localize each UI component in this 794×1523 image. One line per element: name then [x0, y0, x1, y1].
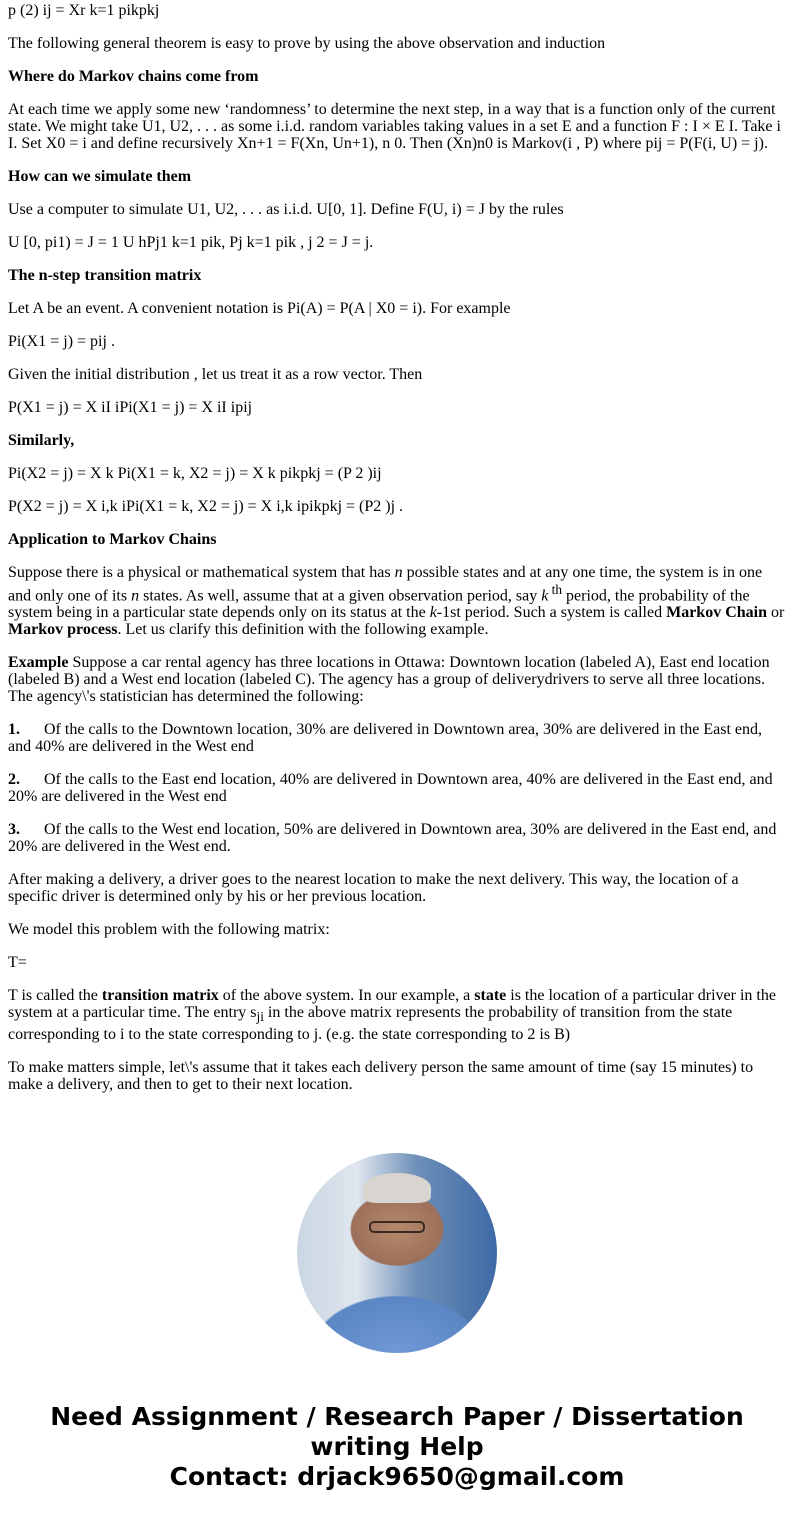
text-segment: state: [474, 987, 507, 1005]
text-segment: At each time we apply some new ‘randomness’ to determine the next step, in a way that is a function only of the current state. We might take U1, U2, . . . as some i.i.d. random variables taking values in a set E and a function F : I × E I. Take i I. Set X0 = i and define recursively Xn+1 = F(Xn, Un+1), n 0. Then (Xn)n0 is Markov(i , P) where pij = P(F(i, U) = j).: [8, 101, 781, 152]
paragraph: [8, 771, 786, 805]
paragraph: [8, 921, 786, 938]
paragraph: [8, 654, 786, 705]
paragraph: [8, 498, 786, 515]
footer-promo: [0, 1402, 794, 1492]
text-segment: To make matters simple, let\'s assume that it takes each delivery person the same amount of time (say 15 minutes) to make a delivery, and then to get to their next location.: [8, 1058, 754, 1093]
paragraph: [8, 333, 786, 350]
text-segment: Use a computer to simulate U1, U2, . . . as i.i.d. U[0, 1]. Define F(U, i) = J by the rules: [8, 201, 564, 218]
text-segment: How can we simulate them: [8, 168, 192, 185]
text-segment: k: [429, 604, 437, 622]
text-segment: k: [541, 587, 549, 605]
text-segment: states. As well, assume that at a given observation period, say: [139, 587, 542, 605]
text-segment: period, the probability of the system being in a particular state depends only on its status at the: [8, 587, 750, 622]
photo-glasses: [369, 1221, 425, 1233]
author-photo: [297, 1153, 497, 1353]
text-segment: P(X1 = j) = X iI iPi(X1 = j) = X iI ipij: [8, 399, 253, 416]
paragraph: [8, 267, 786, 284]
footer-help-text: Need Assignment / Research Paper / Dissertation writing Help: [50, 1402, 744, 1461]
text-segment: or: [767, 604, 785, 622]
text-segment: is the location of a particular driver in the system at a particular time. The entry s: [8, 987, 776, 1022]
text-segment: We model this problem with the following matrix:: [8, 921, 330, 939]
paragraph: [8, 68, 786, 85]
paragraph: [8, 954, 786, 971]
paragraph: [8, 300, 786, 317]
paragraph: [8, 564, 786, 638]
text-segment: n: [394, 564, 403, 581]
text-segment: Markov process: [8, 621, 118, 639]
text-segment: Let A be an event. A convenient notation is Pi(A) = P(A | X0 = i). For example: [8, 300, 511, 317]
paragraph: [8, 168, 786, 185]
paragraph: [8, 432, 786, 449]
paragraph: [8, 101, 786, 152]
text-segment: p (2) ij = Xr k=1 pikpkj: [8, 2, 160, 19]
text-segment: U [0, pi1) = J = 1 U hPj1 k=1 pik, Pj k=1 pik , j 2 = J = j.: [8, 234, 374, 251]
text-segment: . Let us clarify this definition with the following example.: [117, 621, 489, 639]
list-number: 2.: [8, 771, 20, 789]
text-segment: T is called the: [8, 987, 102, 1005]
text-segment: Suppose a car rental agency has three locations in Ottawa: Downtown location (labeled A), East end location (labeled B) and a West end location (labeled C). The agency has a group of deliverydrivers to serve all three locations. The agency\'s statistician has determined the following:: [8, 654, 770, 706]
paragraph: [8, 1059, 786, 1093]
photo-hair: [363, 1173, 431, 1203]
text-segment: th: [548, 582, 563, 597]
text-segment: in the above matrix represents the probability of transition from the state corresponding to i to the state corresponding to j. (e.g. the state corresponding to 2 is B): [8, 1004, 733, 1043]
text-segment: possible states and at any one time, the system is in one and only one of its: [8, 564, 763, 605]
text-segment: Application to Markov Chains: [8, 531, 217, 548]
text-segment: Of the calls to the East end location, 40% are delivered in Downtown area, 40% are delivered in the East end, and 20% are delivered in the West end: [8, 771, 773, 806]
paragraph: [8, 987, 786, 1042]
paragraph: [8, 721, 786, 755]
text-segment: n: [131, 587, 140, 605]
text-segment: After making a delivery, a driver goes to the nearest location to make the next delivery. This way, the location of a specific driver is determined only by his or her previous location.: [8, 871, 739, 906]
list-number: 3.: [8, 821, 20, 839]
paragraph: [8, 201, 786, 218]
paragraph: [8, 35, 786, 52]
text-segment: Similarly,: [8, 432, 75, 449]
paragraph: [8, 871, 786, 905]
footer-contact[interactable]: Contact: drjack9650@gmail.com: [169, 1462, 625, 1491]
text-segment: P(X2 = j) = X i,k iPi(X1 = k, X2 = j) = X i,k ipikpkj = (P2 )j .: [8, 498, 404, 515]
text-segment: transition matrix: [101, 987, 219, 1005]
text-segment: -1st period. Such a system is called: [436, 604, 667, 622]
paragraph: [8, 399, 786, 416]
text-segment: Example: [8, 654, 69, 672]
text-segment: Pi(X1 = j) = pij .: [8, 333, 115, 350]
list-number: 1.: [8, 721, 20, 739]
paragraph: [8, 531, 786, 548]
paragraph: [8, 234, 786, 251]
text-segment: Of the calls to the West end location, 50% are delivered in Downtown area, 30% are delivered in the East end, and 20% are delivered in the West end.: [8, 821, 777, 856]
text-segment: Where do Markov chains come from: [8, 68, 259, 85]
text-segment: Of the calls to the Downtown location, 30% are delivered in Downtown area, 30% are delivered in the East end, and 40% are delivered in the West end: [8, 721, 762, 756]
paragraph: [8, 465, 786, 482]
text-segment: The following general theorem is easy to prove by using the above observation and induction: [8, 35, 606, 52]
text-segment: Markov Chain: [666, 604, 767, 622]
text-segment: Suppose there is a physical or mathematical system that has: [8, 564, 395, 581]
text-segment: of the above system. In our example, a: [218, 987, 475, 1005]
paragraph: [8, 366, 786, 383]
paragraph: [8, 821, 786, 855]
text-segment: Pi(X2 = j) = X k Pi(X1 = k, X2 = j) = X k pikpkj = (P 2 )ij: [8, 465, 382, 482]
text-segment: T=: [8, 954, 27, 972]
text-segment: Given the initial distribution , let us treat it as a row vector. Then: [8, 366, 423, 383]
text-segment: The n-step transition matrix: [8, 267, 202, 284]
text-segment: ji: [256, 1009, 264, 1025]
paragraph: [8, 2, 786, 19]
